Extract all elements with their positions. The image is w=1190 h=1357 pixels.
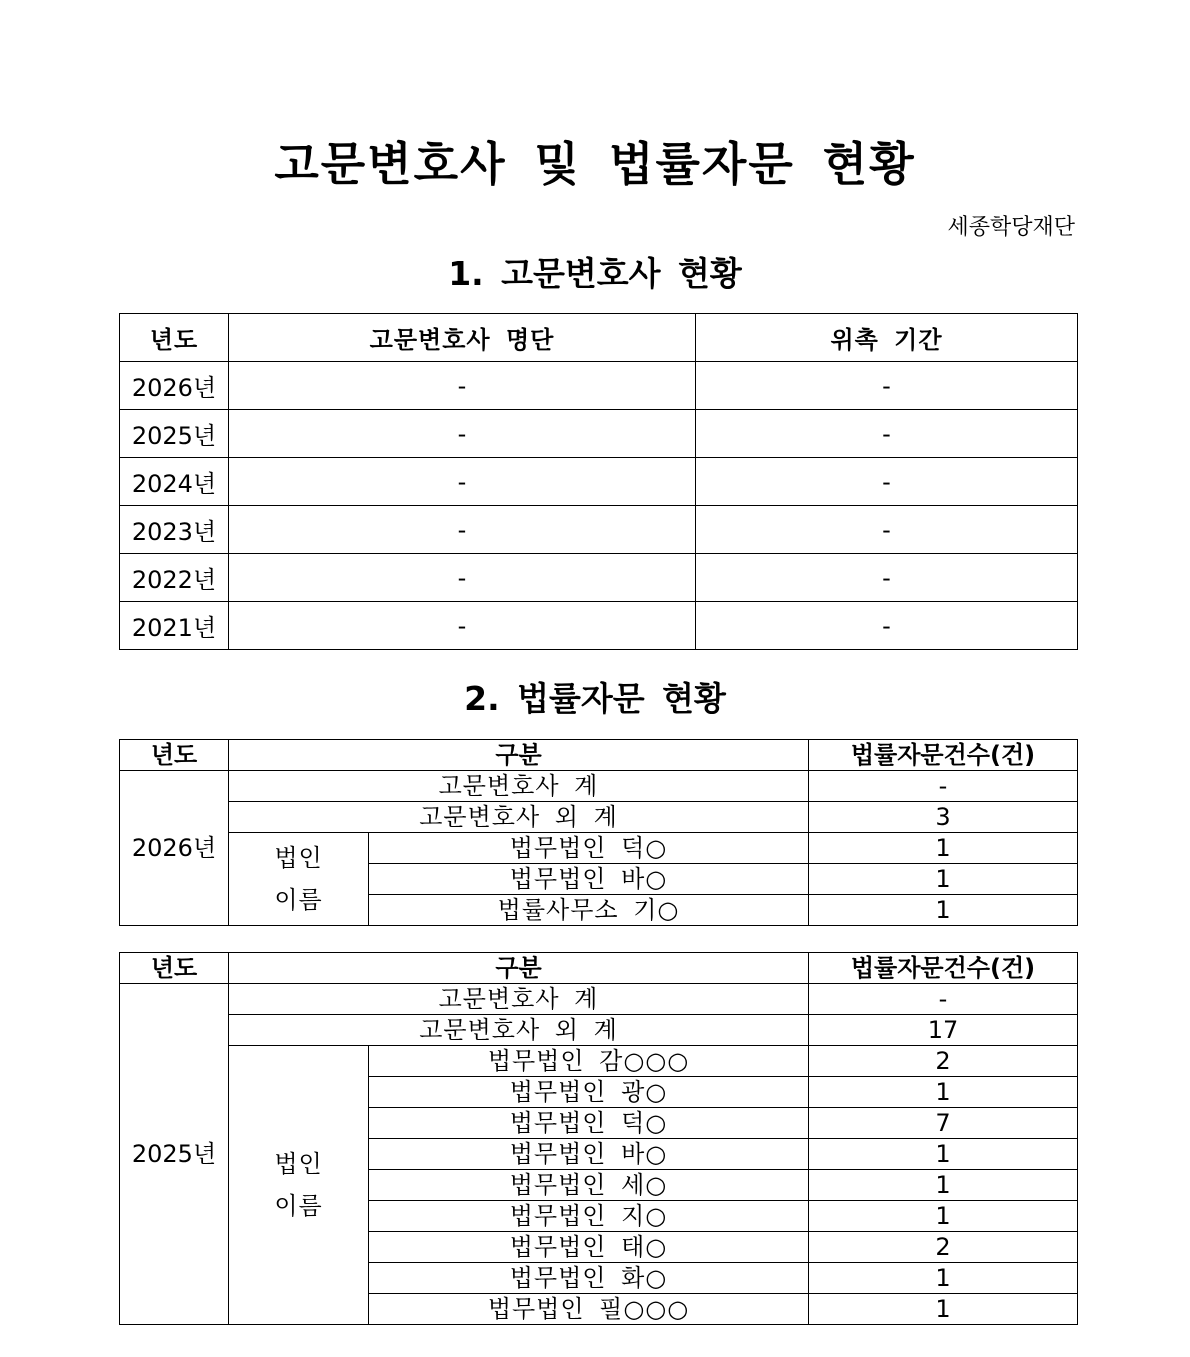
firm-name: 법무법인 바○ (369, 864, 809, 895)
names-cell: - (229, 602, 696, 650)
firm-name: 법무법인 덕○ (369, 833, 809, 864)
other-total-label: 고문변호사 외 계 (229, 1015, 809, 1046)
firm-name-group-label (229, 833, 369, 926)
firm-name: 법무법인 덕○ (369, 1108, 809, 1139)
year-cell: 2025년 (120, 410, 229, 458)
period-cell: - (696, 506, 1078, 554)
group-label-line2: 이름 (274, 1192, 323, 1220)
year-cell: 2026년 (120, 771, 229, 926)
table-header-row (120, 740, 1078, 771)
period-cell: - (696, 602, 1078, 650)
table-row (120, 362, 1078, 410)
year-cell: 2024년 (120, 458, 229, 506)
table-row (120, 506, 1078, 554)
header-category: 구분 (229, 953, 809, 984)
other-total-count: 3 (809, 802, 1078, 833)
firm-count: 1 (809, 833, 1078, 864)
firm-name: 법무법인 광○ (369, 1077, 809, 1108)
legal-advice-table-2026 (119, 739, 1078, 926)
table-row (120, 1046, 1078, 1077)
other-total-label: 고문변호사 외 계 (229, 802, 809, 833)
firm-count: 1 (809, 1263, 1078, 1294)
period-cell: - (696, 362, 1078, 410)
names-cell: - (229, 458, 696, 506)
firm-count: 1 (809, 1139, 1078, 1170)
firm-count: 1 (809, 895, 1078, 926)
header-year: 년도 (120, 953, 229, 984)
firm-count: 1 (809, 864, 1078, 895)
firm-name: 법무법인 지○ (369, 1201, 809, 1232)
period-cell: - (696, 458, 1078, 506)
header-year: 년도 (120, 740, 229, 771)
header-year: 년도 (120, 314, 229, 362)
table-row (120, 984, 1078, 1015)
firm-name: 법무법인 감○○○ (369, 1046, 809, 1077)
header-advice-count: 법률자문건수(건) (809, 740, 1078, 771)
table-row (120, 458, 1078, 506)
names-cell: - (229, 554, 696, 602)
firm-count: 2 (809, 1232, 1078, 1263)
section2-title: 2. 법률자문 현황 (464, 679, 726, 718)
firm-name: 법무법인 화○ (369, 1263, 809, 1294)
year-cell: 2023년 (120, 506, 229, 554)
firm-name-group-label (229, 1046, 369, 1325)
table-row (120, 410, 1078, 458)
other-total-count: 17 (809, 1015, 1078, 1046)
advisor-total-count: - (809, 984, 1078, 1015)
advisor-total-count: - (809, 771, 1078, 802)
firm-count: 2 (809, 1046, 1078, 1077)
firm-name: 법무법인 태○ (369, 1232, 809, 1263)
period-cell: - (696, 410, 1078, 458)
table-row (120, 833, 1078, 864)
header-appointment-period: 위촉 기간 (696, 314, 1078, 362)
table-header-row (120, 953, 1078, 984)
year-cell: 2026년 (120, 362, 229, 410)
firm-count: 1 (809, 1170, 1078, 1201)
advisor-lawyer-table (119, 313, 1078, 650)
table-header-row (120, 314, 1078, 362)
names-cell: - (229, 410, 696, 458)
names-cell: - (229, 362, 696, 410)
firm-name: 법무법인 바○ (369, 1139, 809, 1170)
group-label-line1: 법인 (274, 844, 323, 872)
firm-count: 1 (809, 1201, 1078, 1232)
group-label-line1: 법인 (274, 1150, 323, 1178)
firm-count: 1 (809, 1294, 1078, 1325)
advisor-total-label: 고문변호사 계 (229, 771, 809, 802)
firm-count: 1 (809, 1077, 1078, 1108)
firm-name: 법무법인 필○○○ (369, 1294, 809, 1325)
section1-title: 1. 고문변호사 현황 (448, 254, 742, 293)
year-cell: 2022년 (120, 554, 229, 602)
header-advice-count: 법률자문건수(건) (809, 953, 1078, 984)
table-row (120, 554, 1078, 602)
advisor-total-label: 고문변호사 계 (229, 984, 809, 1015)
page-title: 고문변호사 및 법률자문 현황 (274, 137, 916, 191)
table-row (120, 1015, 1078, 1046)
names-cell: - (229, 506, 696, 554)
header-lawyer-names: 고문변호사 명단 (229, 314, 696, 362)
year-cell: 2021년 (120, 602, 229, 650)
firm-name: 법률사무소 기○ (369, 895, 809, 926)
firm-count: 7 (809, 1108, 1078, 1139)
table-row (120, 602, 1078, 650)
organization-name: 세종학당재단 (947, 215, 1075, 240)
firm-name: 법무법인 세○ (369, 1170, 809, 1201)
year-cell: 2025년 (120, 984, 229, 1325)
table-row (120, 802, 1078, 833)
group-label-line2: 이름 (274, 886, 323, 914)
legal-advice-table-2025 (119, 952, 1078, 1325)
period-cell: - (696, 554, 1078, 602)
table-row (120, 771, 1078, 802)
header-category: 구분 (229, 740, 809, 771)
